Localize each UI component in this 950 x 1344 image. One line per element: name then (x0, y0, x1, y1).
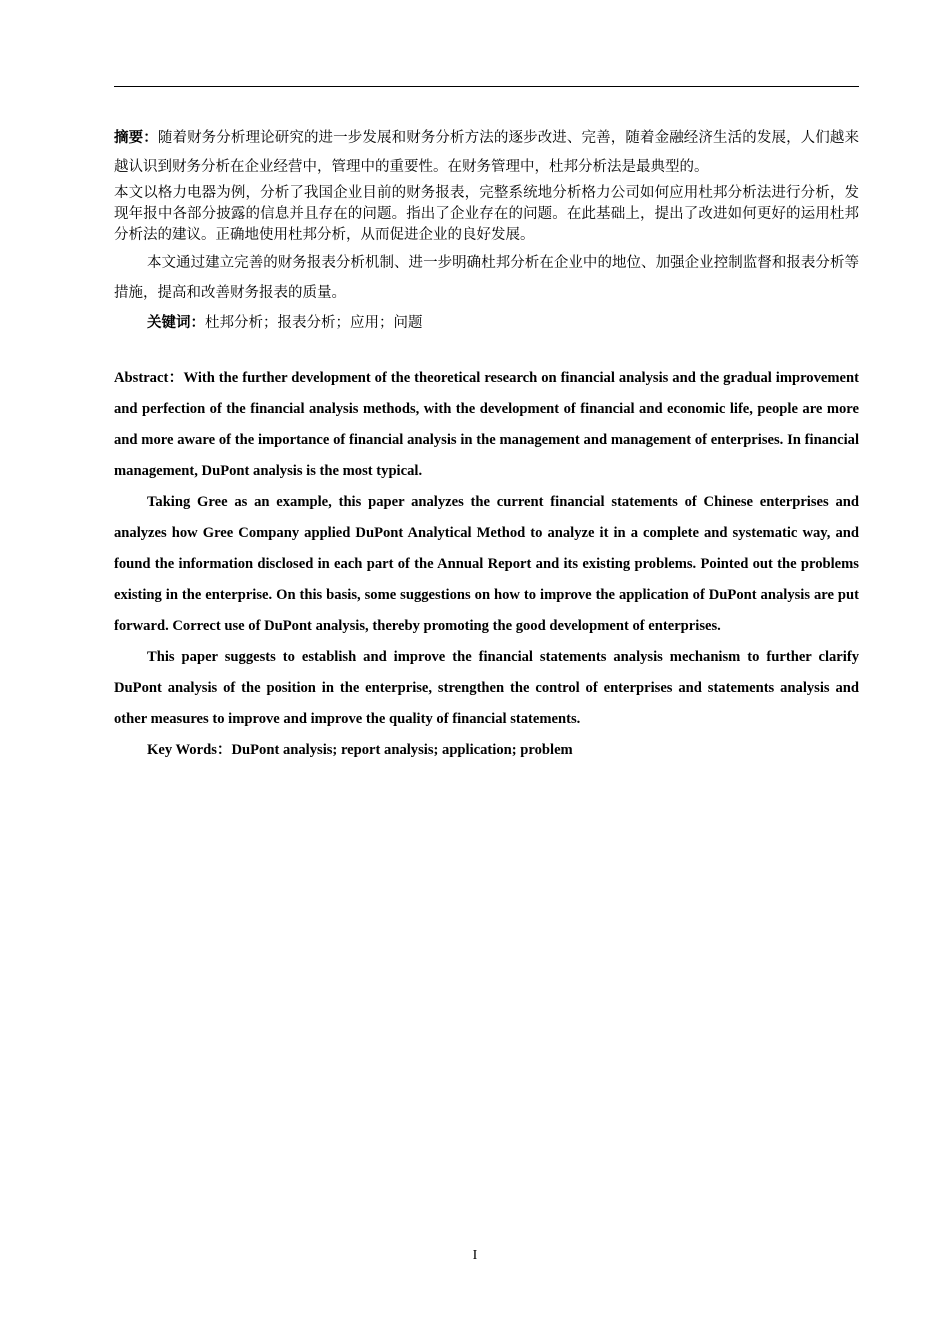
abstract-zh-paragraph-1 (114, 124, 859, 182)
abstract-en-keywords (114, 735, 859, 766)
abstract-en-keywords-text: DuPont analysis; report analysis; application; problem (231, 742, 573, 758)
abstract-en-paragraph-3: This paper suggests to establish and improve the financial statements analysis mechanism to further clarify DuPont analysis of the position in the enterprise, strengthen the control of enterprises and statements analysis and other measures to improve and improve the quality of financial statements. (114, 649, 859, 727)
abstract-en-keywords-label: Key Words： (147, 742, 232, 758)
header-rule (114, 86, 859, 87)
abstract-zh-paragraph-2: 本文通过建立完善的财务报表分析机制、进一步明确杜邦分析在企业中的地位、加强企业控制监督和报表分析等措施，提高和改善财务报表的质量。 (114, 255, 859, 301)
abstract-zh (114, 124, 859, 338)
abstract-en-paragraph-1 (114, 363, 859, 487)
abstract-zh-label: 摘要： (114, 130, 158, 146)
abstract-zh-paragraph-1b: 本文以格力电器为例，分析了我国企业目前的财务报表，完整系统地分析格力公司如何应用杜邦分析法进行分析，发现年报中各部分披露的信息并且存在的问题。指出了企业存在的问题。在此基础上，提出了改进如何更好的运用杜邦分析法的建议。正确地使用杜邦分析，从而促进企业的良好发展。 (114, 185, 859, 243)
page-number: I (472, 1248, 478, 1263)
abstract-en-label: Abstract： (114, 370, 184, 386)
abstract-en (114, 363, 859, 766)
abstract-zh-keywords (114, 308, 859, 338)
abstract-zh-text-1a: 随着财务分析理论研究的进一步发展和财务分析方法的逐步改进、完善，随着金融经济生活的发展，人们越来越认识到财务分析在企业经营中，管理中的重要性。在财务管理中，杜邦分析法是最典型的。 (114, 130, 860, 175)
abstract-en-text-1: With the further development of the theoretical research on financial analysis and the gradual improvement and perfection of the financial analysis methods, with the development of financial and economic life, people are more and more aware of the importance of financial analysis in the management and management of enterprises. In financial management, DuPont analysis is the most typical. (114, 370, 859, 479)
abstract-zh-keywords-text: 杜邦分析；报表分析；应用；问题 (205, 315, 423, 331)
abstract-zh-keywords-label: 关键词： (147, 315, 205, 331)
abstract-en-paragraph-2: Taking Gree as an example, this paper analyzes the current financial statements of Chinese enterprises and analyzes how Gree Company applied DuPont Analytical Method to analyze it in a complete and systematic way, and found the information disclosed in each part of the Annual Report and its existing problems. Pointed out the problems existing in the enterprise. On this basis, some suggestions on how to improve the application of DuPont analysis are put forward. Correct use of DuPont analysis, thereby promoting the good development of enterprises. (114, 494, 859, 634)
